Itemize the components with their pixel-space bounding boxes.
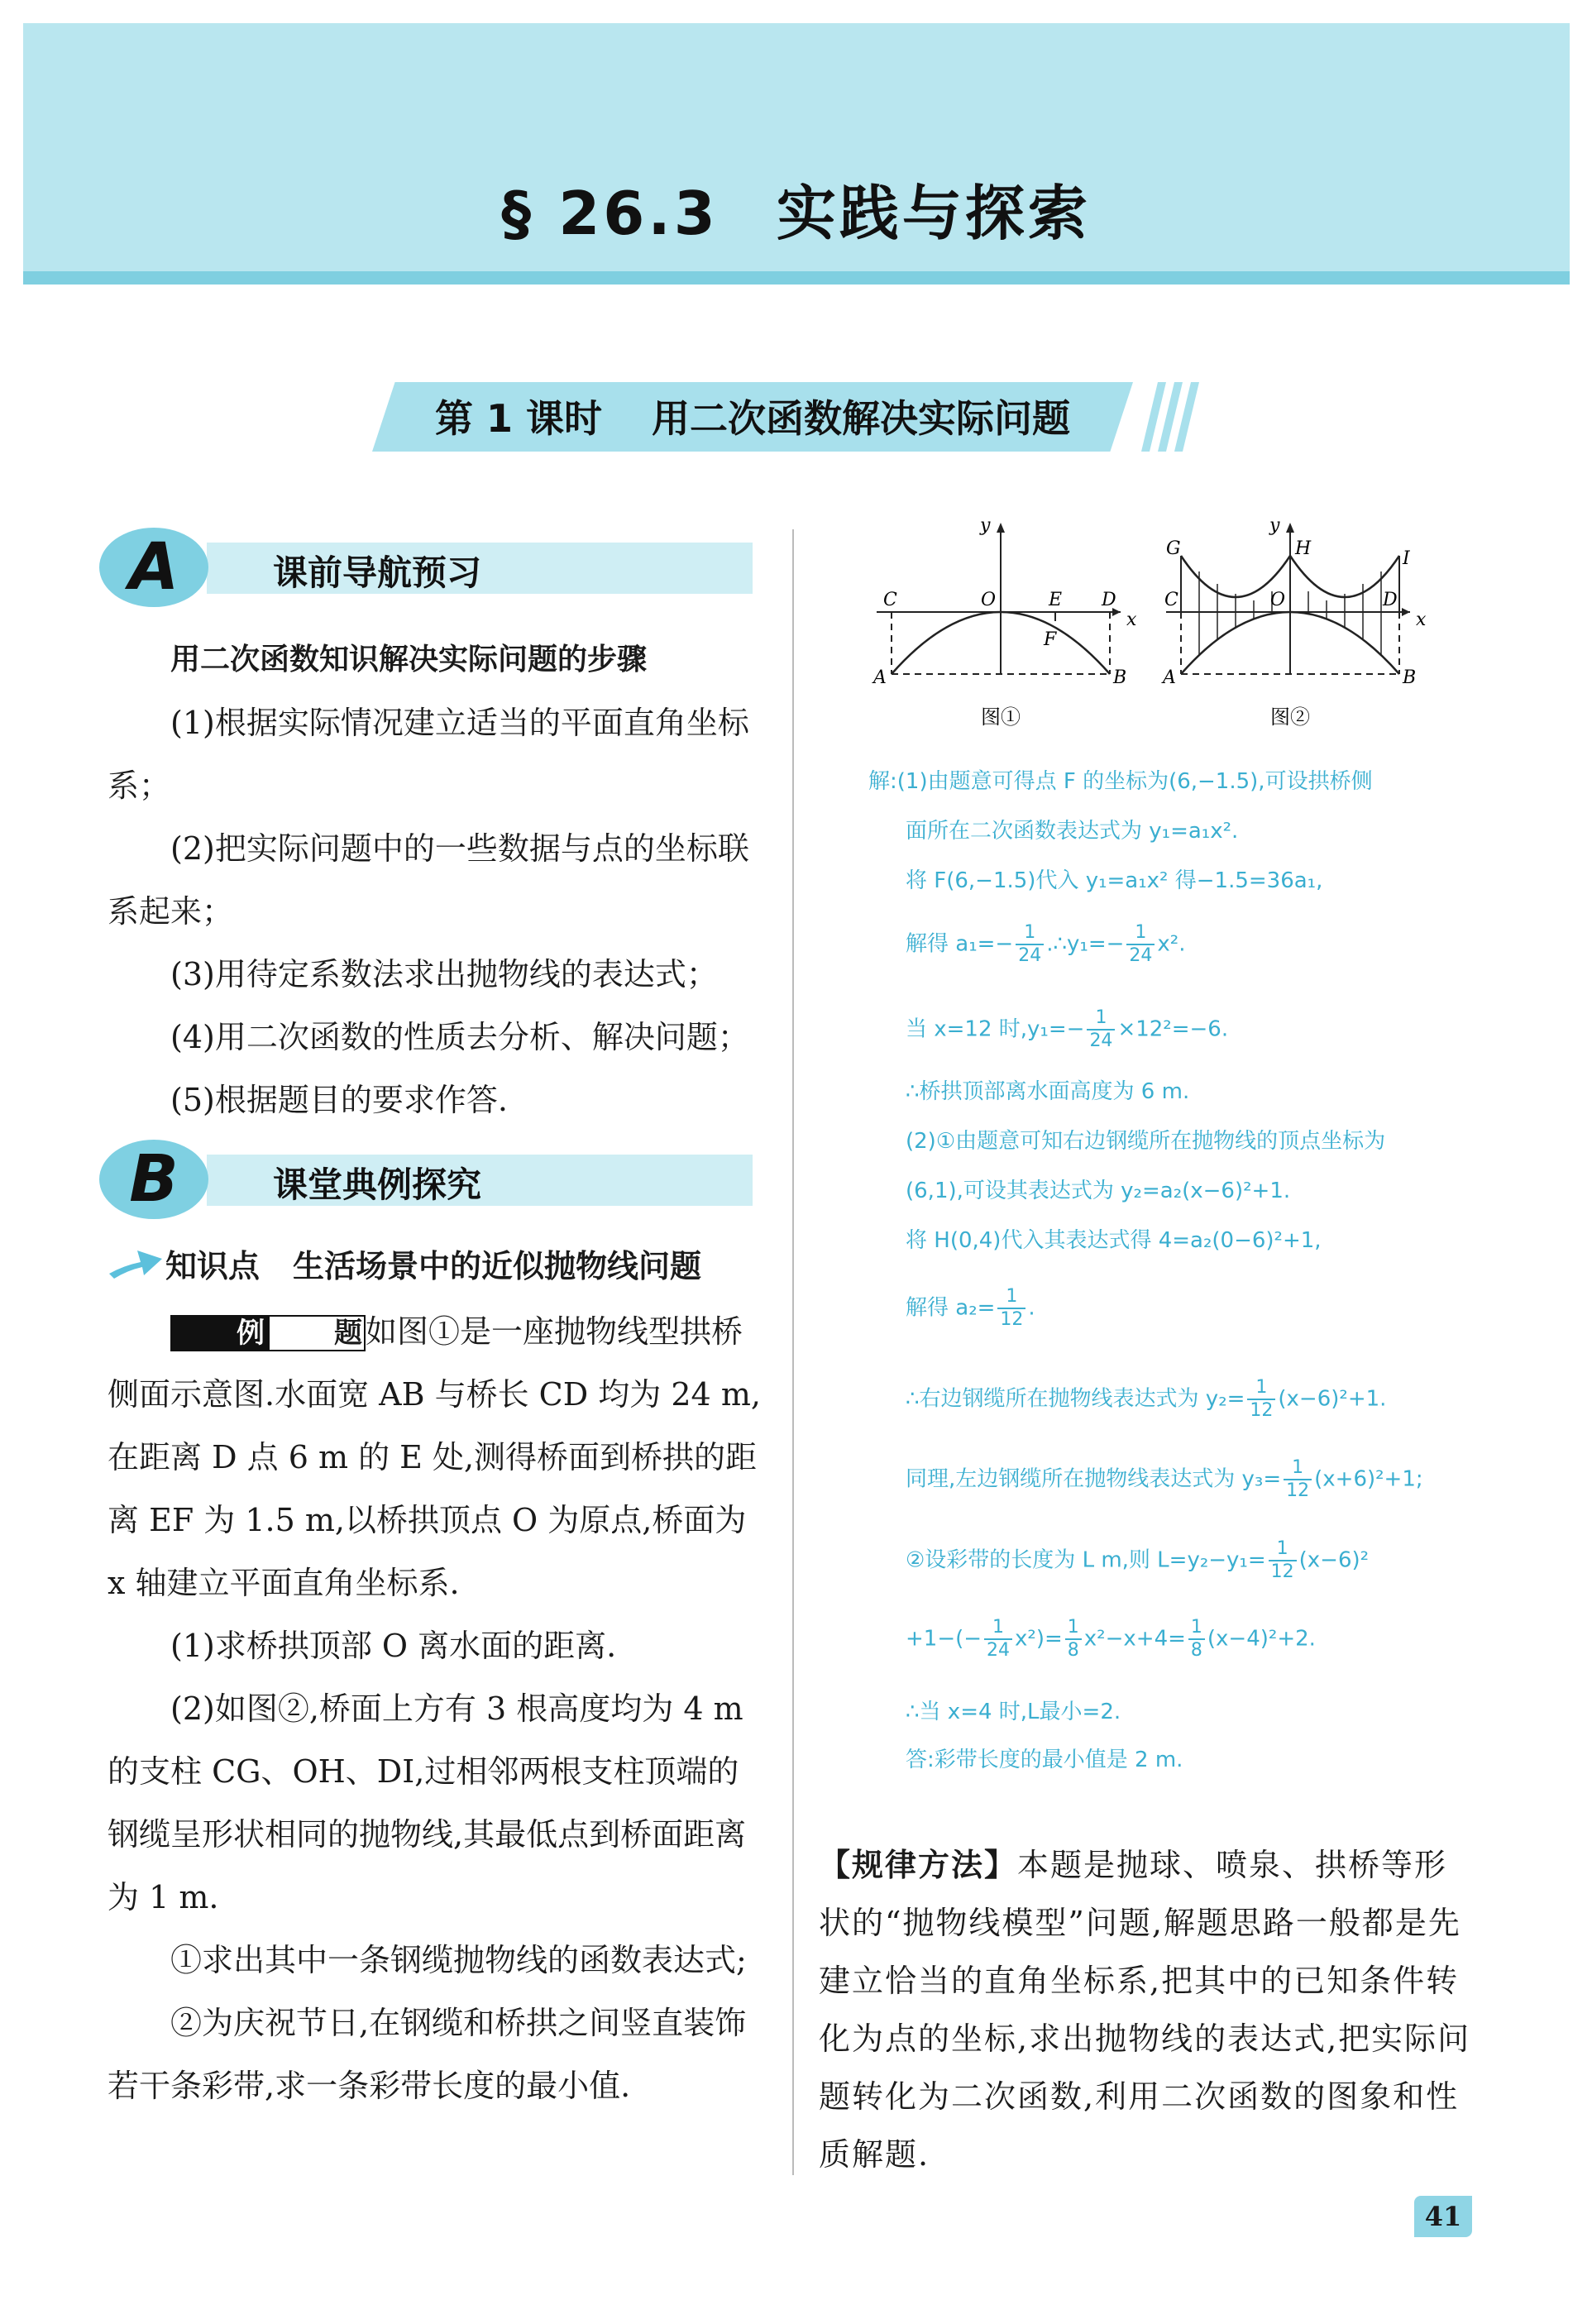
solution-text: +1−(−: [906, 1626, 982, 1652]
solution-line: [906, 1286, 1542, 1331]
solution-text: (x−6)²: [1298, 1547, 1370, 1573]
fig2-caption: 图②: [1270, 705, 1310, 729]
fig1-label-a: A: [873, 667, 887, 688]
solution-text: (x−4)²+2.: [1207, 1626, 1316, 1652]
denominator: 12: [1250, 1400, 1274, 1421]
solution-text: ∴右边钢缆所在抛物线表达式为 y₂=: [906, 1386, 1245, 1412]
section-b-label: 课堂典例探究: [273, 1164, 482, 1205]
solution-line: [906, 1617, 1542, 1662]
numerator: 1: [1065, 1617, 1082, 1640]
denominator: 12: [1270, 1561, 1294, 1582]
denominator: 24: [1089, 1030, 1113, 1051]
numerator: 1: [1188, 1617, 1205, 1640]
denominator: 24: [1129, 945, 1153, 966]
fig1-label-d: D: [1102, 590, 1116, 610]
numerator: 1: [1247, 1377, 1275, 1400]
fig1-label-c: C: [883, 590, 897, 610]
fraction: [1126, 922, 1155, 967]
steps-block: [108, 629, 761, 1131]
banner-stripes-decoration: [1133, 382, 1199, 452]
solution-line: [906, 1457, 1542, 1502]
fig2-label-g: G: [1166, 538, 1181, 559]
solution-line: [906, 1007, 1542, 1052]
arrow-icon: [108, 1241, 165, 1280]
page-title: [0, 165, 1592, 251]
question-2: (2)如图②,桥面上方有 3 根高度均为 4 m 的支柱 CG、OH、DI,过相邻两根支柱顶端的钢缆呈形状相同的抛物线,其最低点到桥面距离为 1 m.: [108, 1690, 747, 1915]
lesson-name: 用二次函数解决实际问题: [652, 396, 1071, 441]
solution-line: [906, 1538, 1542, 1583]
solution-text: (x−6)²+1.: [1278, 1386, 1387, 1412]
fraction: [1188, 1617, 1205, 1662]
fig1-label-e: E: [1049, 590, 1063, 610]
fig1-label-x: x: [1126, 610, 1137, 630]
denominator: 8: [1190, 1640, 1202, 1661]
solution-line: (6,1),可设其表达式为 y₂=a₂(x−6)²+1.: [906, 1179, 1291, 1203]
denominator: 24: [1018, 945, 1042, 966]
fig2-label-c: C: [1164, 590, 1178, 610]
solution-line: 将 F(6,−1.5)代入 y₁=a₁x² 得−1.5=36a₁,: [906, 868, 1323, 893]
step-item: (2)把实际问题中的一些数据与点的坐标联系起来；: [108, 830, 749, 930]
solution-text: (x+6)²+1;: [1314, 1466, 1423, 1492]
denominator: 24: [987, 1640, 1011, 1661]
numerator: 1: [997, 1286, 1025, 1309]
solution-line: (2)①由题意可知右边钢缆所在抛物线的顶点坐标为: [906, 1129, 1386, 1154]
column-divider: [792, 529, 794, 2175]
solution-text: 同理,左边钢缆所在抛物线表达式为 y₃=: [906, 1466, 1282, 1492]
fig2-label-y: y: [1269, 515, 1280, 536]
numerator: 1: [1126, 922, 1155, 945]
solution-text: .: [1028, 1295, 1035, 1321]
question-2b: ②为庆祝节日,在钢缆和桥拱之间竖直装饰若干条彩带,求一条彩带长度的最小值.: [108, 2005, 747, 2104]
solution-text: 解得 a₂=: [906, 1295, 996, 1321]
section-a-label: 课前导航预习: [273, 552, 482, 593]
fig1-label-o: O: [981, 590, 997, 610]
knowledge-point-title: 生活场景中的近似抛物线问题: [293, 1248, 702, 1284]
solution-text: x²−x+4=: [1083, 1626, 1186, 1652]
fig1-label-b: B: [1113, 667, 1127, 688]
figure-1: [860, 513, 1141, 736]
section-a-badge: A: [99, 528, 208, 607]
fig1-caption: 图①: [981, 705, 1021, 729]
steps-heading: 用二次函数知识解决实际问题的步骤: [170, 643, 648, 677]
fig1-label-y: y: [980, 515, 991, 536]
fig2-label-i: I: [1403, 548, 1410, 569]
solution-line: [906, 922, 1542, 967]
solution-line: 面所在二次函数表达式为 y₁=a₁x².: [906, 819, 1239, 844]
solution-text: ②设彩带的长度为 L m,则 L=y₂−y₁=: [906, 1547, 1266, 1573]
solution-line: 将 H(0,4)代入其表达式得 4=a₂(0−6)²+1,: [906, 1228, 1322, 1253]
numerator: 1: [1284, 1457, 1312, 1480]
knowledge-point-label: 知识点: [165, 1248, 261, 1284]
numerator: 1: [1269, 1538, 1297, 1561]
solution-text: x²)=: [1015, 1626, 1063, 1652]
figure-2: [1150, 513, 1431, 736]
example-intro-text: 如图①是一座抛物线型拱桥侧面示意图.水面宽 AB 与桥长 CD 均为 24 m,在距离 D 点 6 m 的 E 处,测得桥面到桥拱的距离 EF 为 1.5 m,以桥拱顶点 O 为原点,桥面为 x 轴建立平面直角坐标系.: [108, 1313, 761, 1601]
fig2-label-x: x: [1416, 610, 1427, 630]
step-item: (3)用待定系数法求出抛物线的表达式；: [170, 956, 718, 992]
method-summary: [819, 1836, 1480, 2183]
method-text: 本题是抛球、喷泉、拱桥等形状的“抛物线模型”问题,解题思路一般都是先建立恰当的直角坐标系,把其中的已知条件转化为点的坐标,求出抛物线的表达式,把实际问题转化为二次函数,利用二次函数的图象和性质解题.: [819, 1847, 1471, 2173]
step-item: (1)根据实际情况建立适当的平面直角坐标系；: [108, 705, 749, 804]
question-1: (1)求桥拱顶部 O 离水面的距离.: [170, 1628, 617, 1664]
header-strip: [23, 271, 1570, 285]
solution-line: ∴桥拱顶部离水面高度为 6 m.: [906, 1079, 1190, 1104]
solution-line: ∴当 x=4 时,L最小=2.: [906, 1700, 1121, 1724]
fraction: [1016, 922, 1044, 967]
example-block: [108, 1300, 761, 2117]
fig1-label-f: F: [1044, 629, 1057, 650]
lesson-label: 第 1 课时: [434, 396, 603, 441]
question-2a: ①求出其中一条钢缆抛物线的函数表达式;: [170, 1942, 747, 1978]
fig2-label-h: H: [1295, 538, 1312, 559]
solution-line: 答:彩带长度的最小值是 2 m.: [906, 1748, 1183, 1772]
fraction: [997, 1286, 1025, 1331]
section-title: 实践与探索: [776, 179, 1091, 248]
denominator: 12: [1000, 1309, 1024, 1330]
step-item: (4)用二次函数的性质去分析、解决问题；: [170, 1019, 749, 1055]
fig2-label-b: B: [1403, 667, 1417, 688]
example-tag-2: 题: [268, 1315, 366, 1351]
fraction: [1247, 1377, 1275, 1422]
solution-text: ×12²=−6.: [1117, 1016, 1229, 1042]
solution-text: x².: [1157, 931, 1186, 957]
method-tag: 【规律方法】: [819, 1847, 1018, 1883]
solution-line: 解:(1)由题意可得点 F 的坐标为(6,−1.5),可设拱桥侧: [868, 769, 1373, 794]
section-number: § 26.3: [501, 179, 719, 248]
step-item: (5)根据题目的要求作答.: [170, 1082, 508, 1118]
fraction: [1269, 1538, 1297, 1583]
solution-line: [906, 1377, 1542, 1422]
denominator: 8: [1067, 1640, 1079, 1661]
section-b-badge: B: [99, 1140, 208, 1219]
knowledge-point: [165, 1241, 701, 1286]
fraction: [1065, 1617, 1082, 1662]
denominator: 12: [1286, 1480, 1310, 1501]
numerator: 1: [1087, 1007, 1115, 1030]
example-tag-1: 例: [170, 1315, 268, 1351]
fig2-label-d: D: [1383, 590, 1398, 610]
fig2-label-a: A: [1163, 667, 1176, 688]
solution-text: .∴y₁=−: [1046, 931, 1125, 957]
fraction: [984, 1617, 1012, 1662]
numerator: 1: [1016, 922, 1044, 945]
page-number: 41: [1414, 2196, 1472, 2237]
fraction: [1284, 1457, 1312, 1502]
example-intro: [108, 1300, 761, 1614]
solution-text: 解得 a₁=−: [906, 931, 1014, 957]
lesson-title: [372, 389, 1133, 443]
numerator: 1: [984, 1617, 1012, 1640]
fig2-label-o: O: [1270, 590, 1286, 610]
solution-text: 当 x=12 时,y₁=−: [906, 1016, 1085, 1042]
fraction: [1087, 1007, 1115, 1052]
